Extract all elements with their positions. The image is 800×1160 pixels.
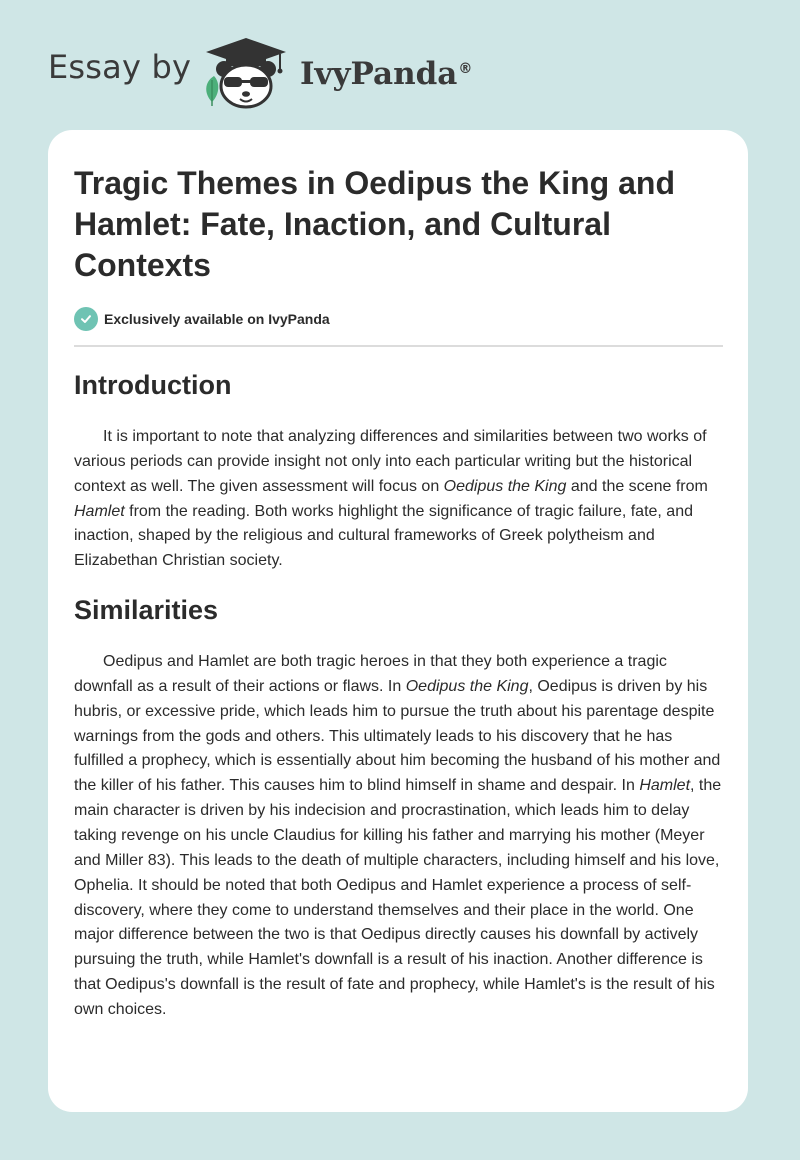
panda-graduation-cap-icon bbox=[200, 36, 292, 110]
essay-by-label: Essay by bbox=[48, 48, 192, 86]
section-heading-similarities: Similarities bbox=[74, 595, 219, 626]
exclusive-label: Exclusively available on IvyPanda bbox=[104, 311, 330, 327]
brand-name: IvyPanda® bbox=[300, 56, 473, 92]
check-circle-icon bbox=[74, 307, 98, 331]
divider bbox=[74, 345, 723, 347]
essay-body bbox=[74, 368, 726, 1023]
registered-mark: ® bbox=[458, 60, 473, 77]
section-heading-introduction: Introduction bbox=[74, 370, 232, 400]
essay-card bbox=[48, 130, 748, 1112]
site-header bbox=[0, 0, 800, 120]
paragraph-introduction: It is important to note that analyzing differences and similarities between two works of various periods can provide insight not only into each particular writing but the historical context as well. The given assessment will focus on Oedipus the King and the scene from Hamlet from the reading. Both works highlight the significance of tragic failure, fate, and inaction, shaped by the religious and cultural frameworks of Greek polytheism and Elizabethan Christian society. bbox=[74, 428, 708, 570]
exclusive-badge bbox=[74, 306, 330, 332]
essay-title: Tragic Themes in Oedipus the King and Hamlet: Fate, Inaction, and Cultural Contexts bbox=[74, 165, 675, 283]
paragraph-similarities: Oedipus and Hamlet are both tragic heroes in that they both experience a tragic downfall as a result of their actions or flaws. In Oedipus the King, Oedipus is driven by his hubris, or excessive pride, which leads him to pursue the truth about his parentage despite warnings from the gods and others. This ultimately leads to his discovery that he has fulfilled a prophecy, which is essentially about him becoming the husband of his mother and the killer of his father. This causes him to blind himself in shame and despair. In Hamlet, the main character is driven by his indecision and procrastination, which leads him to delay taking revenge on his uncle Claudius for killing his father and marrying his mother (Meyer and Miller 83). This leads to the death of multiple characters, including himself and his love, Ophelia. It should be noted that both Oedipus and Hamlet experience a process of self-discovery, where they come to understand themselves and their place in the world. One major difference between the two is that Oedipus directly causes his downfall by actively pursuing the truth, while Hamlet's downfall is a result of his inaction. Another difference is that Oedipus's downfall is the result of fate and prophecy, while Hamlet's is the result of his own choices. bbox=[74, 653, 722, 1018]
